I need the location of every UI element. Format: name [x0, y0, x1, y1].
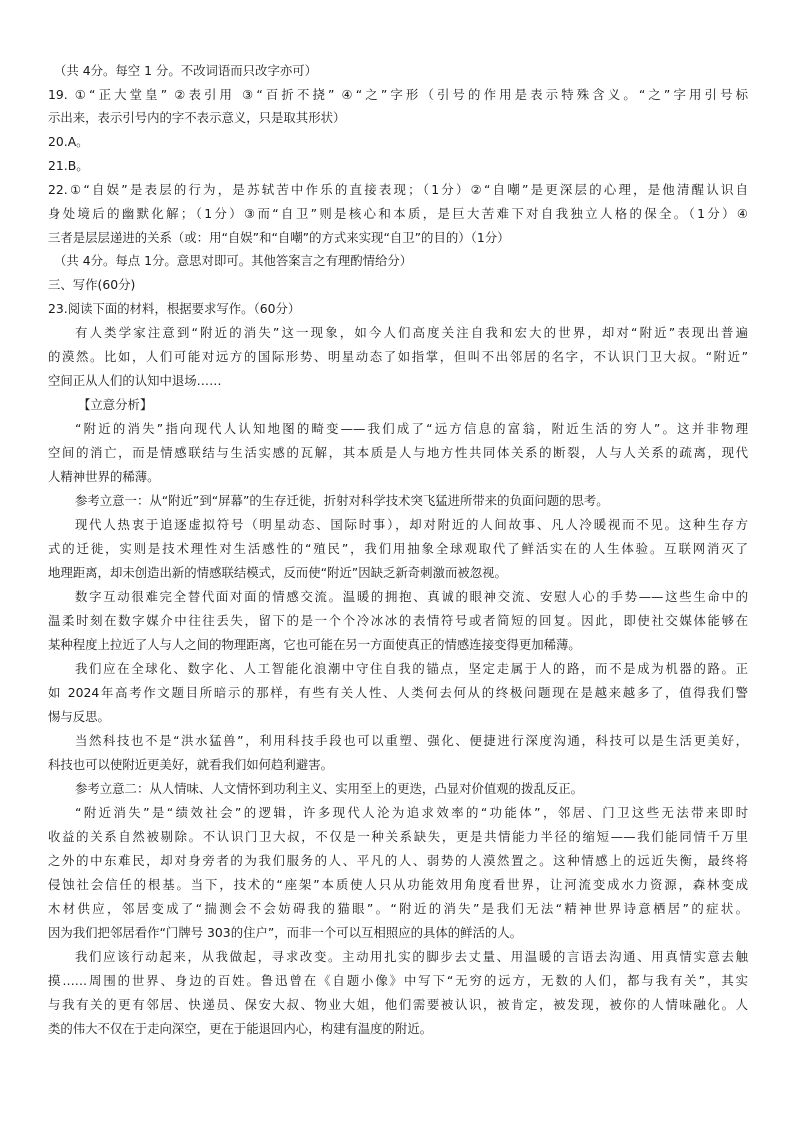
text-line: 如 2024年高考作文题目所暗示的那样，有些有关人性、人类何去何从的终极问题现在是越来越多了，值得我们警 [48, 685, 748, 700]
text-line: 科技也可以使附近更美好，就看我们如何趋利避害。 [48, 757, 333, 772]
text-line: 参考立意一：从“附近”到“屏幕”的生存迁徙，折射对科学技术突飞猛进所带来的负面问题的思考。 [75, 493, 609, 508]
text-line: 类的伟大不仅在于走向深空，更在于能退回内心，构建有温度的附近。 [48, 1021, 433, 1036]
text-line: 当然科技也不是“洪水猛兽”，利用科技手段也可以重塑、强化、便捷进行深度沟通，科技可以是生活更美好， [75, 733, 748, 748]
text-line: 身处境后的幽默化解；（1分）③而“自卫”则是核心和本质，是巨大苦难下对自我独立人格的保全。（1分）④ [48, 206, 748, 221]
text-line: （共 4分。每空 1 分。不改词语而只改字亦可） [54, 63, 318, 78]
text-line: 空间的消亡，而是情感联结与生活实感的瓦解，其本质是人与地方性共同体关系的断裂，人与人关系的疏离，现代 [48, 445, 748, 460]
text-line: 19. ①“正大堂皇” ②表引用 ③“百折不挠” ④“之”字形（引号的作用是表示特殊含义。“之”字用引号标 [48, 87, 748, 102]
subheading: 【立意分析】 [78, 397, 153, 412]
text-line: 某种程度上拉近了人与人之间的物理距离，它也可能在另一方面使真正的情感连接变得更加稀薄。 [48, 637, 581, 652]
text-line: 之外的中东难民，却对身旁者的为我们服务的人、平凡的人、弱势的人漠然置之。这种情感上的远近失衡，最终将 [48, 853, 748, 868]
text-line: 侵蚀社会信任的根基。当下，技术的“座架”本质使人只从功能效用角度看世界，让河流变成水力资源，森林变成 [48, 877, 748, 892]
text-line: 有人类学家注意到“附近的消失”这一现象，如今人们高度关注自我和宏大的世界，却对“附近”表现出普遍 [75, 325, 748, 340]
text-line: 地理距离，却未创造出新的情感联结模式，反而使“附近”因缺乏新奇刺激而被忽视。 [48, 565, 507, 580]
text-line: 示出来，表示引号内的字不表示意义，只是取其形状） [48, 110, 346, 125]
text-line: （共 4分。每点 1分。意思对即可。其他答案言之有理酌情给分） [54, 253, 413, 268]
text-line: 数字互动很难完全替代面对面的情感交流。温暖的拥抱、真诚的眼神交流、安慰人心的手势——这些生命中的 [75, 589, 748, 604]
text-line: 参考立意二：从人情味、人文情怀到功利主义、实用至上的更迭，凸显对价值观的拨乱反正。 [75, 781, 584, 796]
text-line: 摸……周围的世界、身边的百姓。鲁迅曾在《自题小像》中写下“无穷的远方，无数的人们，都与我有关”，其实 [48, 973, 748, 988]
text-line: “附近消失”是“绩效社会”的逻辑，许多现代人沦为追求效率的“功能体”，邻居、门卫这些无法带来即时 [75, 805, 748, 820]
text-line: 的漠然。比如，人们可能对远方的国际形势、明星动态了如指掌，但叫不出邻居的名字，不认识门卫大叔。“附近” [48, 349, 748, 364]
text-line: 三者是层层递进的关系（或：用“自娱”和“自嘲”的方式来实现“自卫”的目的）（1分） [48, 230, 510, 245]
text-line: 木材供应，邻居变成了“揣测会不会妨碍我的猫眼”。“附近的消失”是我们无法“精神世界诗意栖居”的症状。 [48, 901, 748, 916]
question-title: 23.阅读下面的材料，根据要求写作。（60分） [48, 301, 301, 316]
text-line: 我们应该行动起来，从我做起，寻求改变。主动用扎实的脚步去丈量、用温暖的言语去沟通、用真情实意去触 [75, 949, 748, 964]
text-line: 我们应在全球化、数字化、人工智能化浪潮中守住自我的锚点，坚定走属于人的路，而不是成为机器的路。正 [75, 661, 748, 676]
text-line: 因为我们把邻居看作“门牌号 303的住户”，而非一个可以互相照应的具体的鲜活的人。 [48, 925, 523, 940]
text-line: 惕与反思。 [48, 709, 110, 724]
text-line: 式的迁徙，实则是技术理性对生活感性的“殖民”，我们用抽象全球观取代了鲜活实在的人生体验。互联网消灭了 [48, 541, 748, 556]
text-line: 人精神世界的稀薄。 [48, 469, 160, 484]
text-line: 22.①“自娱”是表层的行为，是苏轼苦中作乐的直接表现；（1分）②“自嘲”是更深层的心理，是他清醒认识自 [48, 182, 748, 197]
text-line: 温柔时刻在数字媒介中往往丢失，留下的是一个个冷冰冰的表情符号或者简短的回复。因此，即使社交媒体能够在 [48, 613, 748, 628]
text-line: 与我有关的更有邻居、快递员、保安大叔、物业大姐，他们需要被认识，被肯定，被发现，被你的人情味融化。人 [48, 997, 748, 1012]
text-line: 现代人热衷于追逐虚拟符号（明星动态、国际时事），却对附近的人间故事、凡人冷暖视而不见。这种生存方 [75, 517, 748, 532]
section-heading: 三、写作(60分) [48, 277, 136, 292]
text-line: “附近的消失”指向现代人认知地图的畸变——我们成了“远方信息的富翁，附近生活的穷人”。这并非物理 [75, 421, 748, 436]
text-line: 20.A。 [48, 134, 89, 149]
text-line: 21.B。 [48, 158, 89, 173]
text-line: 空间正从人们的认知中退场…… [48, 373, 222, 388]
text-line: 收益的关系自然被剔除。不认识门卫大叔，不仅是一种关系缺失，更是共情能力半径的缩短——我们能同情千万里 [48, 829, 748, 844]
